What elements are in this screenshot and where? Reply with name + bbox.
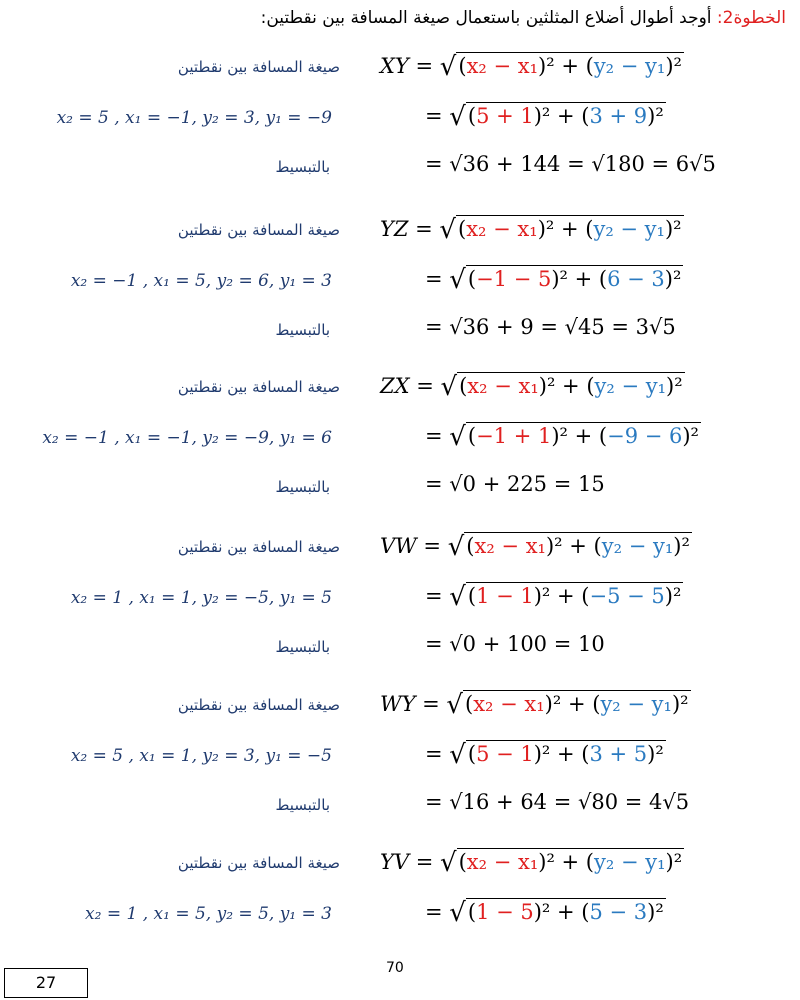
x-difference: x₂ − x₁: [474, 534, 546, 558]
x-substitution: 1 − 5: [476, 900, 534, 924]
radicand: (x₂ − x₁)² + (y₂ − y₁)²: [459, 374, 683, 398]
x-difference: x₂ − x₁: [466, 850, 539, 874]
x-substitution: 5 + 1: [476, 104, 534, 128]
substitution: = √(−1 + 1)² + (−9 − 6)²: [425, 422, 699, 452]
radical-sign: √: [449, 582, 466, 612]
radicand: (−1 − 5)² + (6 − 3)²: [467, 267, 682, 291]
radical: [449, 582, 683, 612]
formula-label: صيغة المسافة بين نقطتين: [177, 538, 340, 556]
radicand: (1 − 1)² + (−5 − 5)²: [467, 584, 682, 608]
y-difference: y₂ − y₁: [594, 850, 666, 874]
formula-label: صيغة المسافة بين نقطتين: [177, 58, 340, 76]
page-number: 70: [386, 960, 404, 976]
radical: [446, 690, 690, 720]
y-substitution: 3 + 5: [589, 742, 648, 766]
radical-sign: √: [449, 898, 466, 928]
x-difference: x₂ − x₁: [473, 692, 545, 716]
y-substitution: −5 − 5: [589, 584, 665, 608]
step-instruction: أوجد أطوال أضلاع المثلثين باستعمال صيغة المسافة بين نقطتين:: [260, 8, 717, 28]
formula-label: صيغة المسافة بين نقطتين: [177, 221, 340, 239]
simplify-label: بالتبسيط: [275, 796, 330, 814]
formula-label: صيغة المسافة بين نقطتين: [177, 378, 340, 396]
y-substitution: 6 − 3: [607, 267, 665, 291]
radical-sign: √: [449, 740, 466, 770]
box-number: 27: [4, 968, 88, 998]
simplified-result: = √36 + 9 = √45 = 3√5: [425, 315, 676, 339]
distance-formula: VW = √(x₂ − x₁)² + (y₂ − y₁)²: [380, 532, 690, 562]
x-substitution: −1 + 1: [476, 424, 552, 448]
radical: [448, 532, 692, 562]
variable-values: x₂ = −1 , x₁ = 5, y₂ = 6, y₁ = 3: [70, 271, 332, 291]
x-substitution: −1 − 5: [476, 267, 552, 291]
x-substitution: 5 − 1: [476, 742, 534, 766]
simplified-result: = √0 + 225 = 15: [425, 472, 605, 496]
y-substitution: 3 + 9: [589, 104, 648, 128]
y-difference: y₂ − y₁: [594, 374, 667, 398]
radicand: (x₂ − x₁)² + (y₂ − y₁)²: [466, 534, 690, 558]
distance-formula: XY = √(x₂ − x₁)² + (y₂ − y₁)²: [380, 52, 682, 82]
radical-sign: √: [449, 422, 466, 452]
radical: [449, 740, 666, 770]
radical-sign: √: [439, 215, 456, 245]
simplified-result: = √0 + 100 = 10: [425, 632, 605, 656]
radical: [449, 265, 683, 295]
simplified-result: = √16 + 64 = √80 = 4√5: [425, 790, 690, 814]
formula-label: صيغة المسافة بين نقطتين: [177, 854, 340, 872]
segment-name: XY: [380, 54, 409, 78]
substitution: = √(−1 − 5)² + (6 − 3)²: [425, 265, 682, 295]
radicand: (5 + 1)² + (3 + 9)²: [467, 104, 664, 128]
y-difference: y₂ − y₁: [600, 692, 672, 716]
simplify-label: بالتبسيط: [275, 478, 330, 496]
radicand: (x₂ − x₁)² + (y₂ − y₁)²: [458, 217, 682, 241]
radicand: (5 − 1)² + (3 + 5)²: [467, 742, 664, 766]
y-difference: y₂ − y₁: [593, 54, 666, 78]
formula-label: صيغة المسافة بين نقطتين: [177, 696, 340, 714]
y-difference: y₂ − y₁: [593, 217, 665, 241]
x-difference: x₂ − x₁: [466, 54, 539, 78]
segment-name: WY: [380, 692, 416, 716]
radical-sign: √: [446, 690, 463, 720]
radicand: (x₂ − x₁)² + (y₂ − y₁)²: [458, 850, 683, 874]
distance-formula: YV = √(x₂ − x₁)² + (y₂ − y₁)²: [380, 848, 683, 878]
radicand: (x₂ − x₁)² + (y₂ − y₁)²: [458, 54, 682, 78]
x-difference: x₂ − x₁: [466, 217, 538, 241]
simplify-label: بالتبسيط: [275, 638, 330, 656]
variable-values: x₂ = −1 , x₁ = −1, y₂ = −9, y₁ = 6: [42, 428, 332, 448]
radicand: (x₂ − x₁)² + (y₂ − y₁)²: [464, 692, 689, 716]
radical: [449, 102, 666, 132]
simplified-result: = √36 + 144 = √180 = 6√5: [425, 152, 716, 176]
segment-name: ZX: [380, 374, 410, 398]
substitution: = √(1 − 5)² + (5 − 3)²: [425, 898, 664, 928]
substitution: = √(1 − 1)² + (−5 − 5)²: [425, 582, 682, 612]
simplify-label: بالتبسيط: [275, 158, 330, 176]
simplify-label: بالتبسيط: [275, 321, 330, 339]
radical-sign: √: [439, 848, 457, 878]
y-difference: y₂ − y₁: [601, 534, 674, 558]
radicand: (1 − 5)² + (5 − 3)²: [467, 900, 664, 924]
radical: [449, 422, 701, 452]
radical-sign: √: [449, 102, 466, 132]
variable-values: x₂ = 1 , x₁ = 1, y₂ = −5, y₁ = 5: [70, 588, 332, 608]
y-substitution: 5 − 3: [589, 900, 648, 924]
radical: [441, 372, 685, 402]
distance-formula: YZ = √(x₂ − x₁)² + (y₂ − y₁)²: [380, 215, 682, 245]
segment-name: YV: [380, 850, 410, 874]
variable-values: x₂ = 5 , x₁ = −1, y₂ = 3, y₁ = −9: [56, 108, 332, 128]
segment-name: VW: [380, 534, 417, 558]
distance-formula: ZX = √(x₂ − x₁)² + (y₂ − y₁)²: [380, 372, 683, 402]
radical-sign: √: [439, 52, 457, 82]
radical: [439, 215, 683, 245]
radical-sign: √: [447, 532, 465, 562]
y-substitution: −9 − 6: [607, 424, 683, 448]
variable-values: x₂ = 1 , x₁ = 5, y₂ = 5, y₁ = 3: [85, 904, 332, 924]
step-label: الخطوة2:: [716, 8, 786, 28]
x-difference: x₂ − x₁: [467, 374, 539, 398]
radical-sign: √: [449, 265, 466, 295]
x-substitution: 1 − 1: [476, 584, 534, 608]
segment-name: YZ: [380, 217, 409, 241]
radical: [449, 898, 666, 928]
substitution: = √(5 + 1)² + (3 + 9)²: [425, 102, 664, 132]
substitution: = √(5 − 1)² + (3 + 5)²: [425, 740, 664, 770]
distance-formula: WY = √(x₂ − x₁)² + (y₂ − y₁)²: [380, 690, 689, 720]
radicand: (−1 + 1)² + (−9 − 6)²: [467, 424, 699, 448]
radical: [440, 52, 684, 82]
step-header: [261, 8, 786, 28]
radical-sign: √: [440, 372, 458, 402]
radical: [440, 848, 684, 878]
variable-values: x₂ = 5 , x₁ = 1, y₂ = 3, y₁ = −5: [70, 746, 332, 766]
